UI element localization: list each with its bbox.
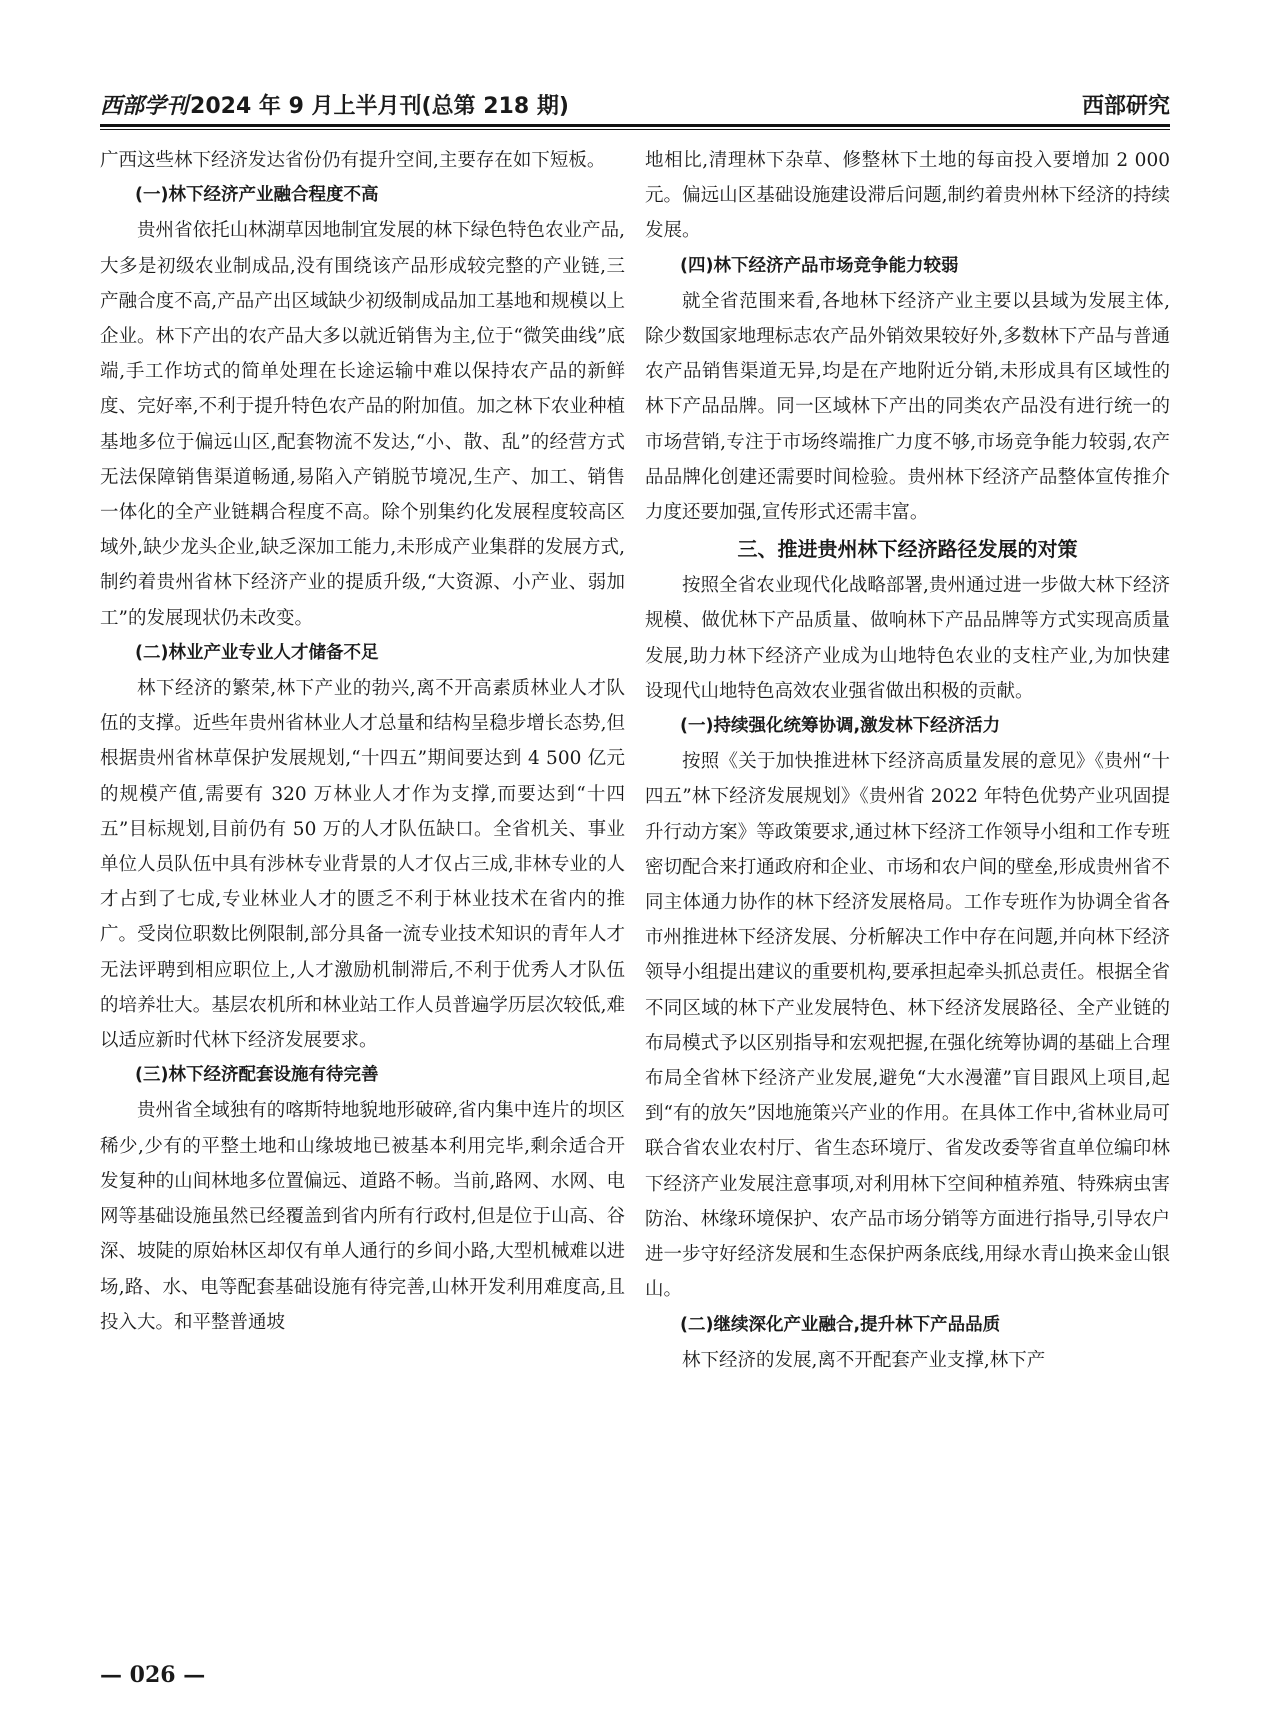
section-name: 西部研究: [1081, 94, 1170, 119]
subsection-heading: (三)林下经济配套设施有待完善: [135, 1065, 379, 1086]
subsection-heading: (一)持续强化统筹协调,激发林下经济活力: [680, 716, 1001, 737]
paragraph: 林下经济的发展,离不开配套产业支撑,林下产: [682, 1349, 1046, 1371]
paragraph: 广西这些林下经济发达省份仍有提升空间,主要存在如下短板。: [100, 150, 606, 171]
section-heading: 三、推进贵州林下经济路径发展的对策: [737, 537, 1078, 562]
journal-issue: [100, 89, 569, 120]
journal-logo: 西部学刊: [100, 93, 189, 119]
left-column: [100, 143, 625, 1340]
paragraph: 就全省范围来看,各地林下经济产业主要以县域为发展主体,除少数国家地理标志农产品外销效果较好外,多数林下产品与普通农产品销售渠道无异,均是在产地附近分销,未形成具有区域性的林下产品品牌。同一区域林下产出的同类农产品没有进行统一的市场营销,专注于市场终端推广力度不够,市场竞争能力较弱,农产品品牌化创建还需要时间检验。贵州林下经济产品整体宣传推介力度还要加强,宣传形式还需丰富。: [645, 290, 1170, 524]
header-rule-thin: [100, 129, 1170, 130]
subsection-heading: (二)林业产业专业人才储备不足: [135, 642, 379, 663]
issue-info: 2024 年 9 月上半月刊(总第 218 期): [190, 94, 569, 119]
right-column: [645, 143, 1170, 1378]
running-header: [100, 85, 1170, 123]
paragraph: 贵州省依托山林湖草因地制宜发展的林下绿色特色农业产品,大多是初级农业制成品,没有围绕该产品形成较完整的产业链,三产融合度不高,产品产出区域缺少初级制成品加工基地和规模以上企业。林下产出的农产品大多以就近销售为主,位于“微笑曲线”底端,手工作坊式的简单处理在长途运输中难以保持农产品的新鲜度、完好率,不利于提升特色农产品的附加值。加之林下农业种植基地多位于偏远山区,配套物流不发达,“小、散、乱”的经营方式无法保障销售渠道畅通,易陷入产销脱节境况,生产、加工、销售一体化的全产业链耦合程度不高。除个别集约化发展程度较高区域外,缺少龙头企业,缺乏深加工能力,未形成产业集群的发展方式,制约着贵州省林下经济产业的提质升级,“大资源、小产业、弱加工”的发展现状仍未改变。: [100, 220, 625, 629]
subsection-heading: (四)林下经济产品市场竞争能力较弱: [680, 255, 959, 276]
header-rule-thick: [100, 124, 1170, 127]
paragraph: 贵州省全域独有的喀斯特地貌地形破碎,省内集中连片的坝区稀少,少有的平整土地和山缘坡地已被基本利用完毕,剩余适合开发复种的山间林地多位置偏远、道路不畅。当前,路网、水网、电网等基础设施虽然已经覆盖到省内所有行政村,但是位于山高、谷深、坡陡的原始林区却仅有单人通行的乡间小路,大型机械难以进场,路、水、电等配套基础设施有待完善,山林开发利用难度高,且投入大。和平整普通坡: [100, 1100, 625, 1333]
paragraph: 林下经济的繁荣,林下产业的勃兴,离不开高素质林业人才队伍的支撑。近些年贵州省林业人才总量和结构呈稳步增长态势,但根据贵州省林草保护发展规划,“十四五”期间要达到 4 500 亿元的规模产值,需要有 320 万林业人才作为支撑,而要达到“十四五”目标规划,目前仍有 50 万的人才队伍缺口。全省机关、事业单位人员队伍中具有涉林专业背景的人才仅占三成,非林专业的人才占到了七成,专业林业人才的匮乏不利于林业技术在省内的推广。受岗位职数比例限制,部分具备一流专业技术知识的青年人才无法评聘到相应职位上,人才激励机制滞后,不利于优秀人才队伍的培养壮大。基层农机所和林业站工作人员普遍学历层次较低,难以适应新时代林下经济发展要求。: [100, 678, 625, 1052]
paragraph: 地相比,清理林下杂草、修整林下土地的每亩投入要增加 2 000 元。偏远山区基础设施建设滞后问题,制约着贵州林下经济的持续发展。: [645, 150, 1170, 242]
paragraph: 按照全省农业现代化战略部署,贵州通过进一步做大林下经济规模、做优林下产品质量、做响林下产品品牌等方式实现高质量发展,助力林下经济产业成为山地特色农业的支柱产业,为加快建设现代山地特色高效农业强省做出积极的贡献。: [645, 575, 1170, 702]
page-number: — 026 —: [100, 1662, 206, 1688]
subsection-heading: (一)林下经济产业融合程度不高: [135, 185, 379, 206]
paragraph: 按照《关于加快推进林下经济高质量发展的意见》《贵州“十四五”林下经济发展规划》《贵州省 2022 年特色优势产业巩固提升行动方案》等政策要求,通过林下经济工作领导小组和工作专班密切配合来打通政府和企业、市场和农户间的壁垒,形成贵州省不同主体通力协作的林下经济发展格局。工作专班作为协调全省各市州推进林下经济发展、分析解决工作中存在问题,并向林下经济领导小组提出建议的重要机构,要承担起牵头抓总责任。根据全省不同区域的林下产业发展特色、林下经济发展路径、全产业链的布局模式予以区别指导和宏观把握,在强化统筹协调的基础上合理布局全省林下经济产业发展,避免“大水漫灌”盲目跟风上项目,起到“有的放矢”因地施策兴产业的作用。在具体工作中,省林业局可联合省农业农村厅、省生态环境厅、省发改委等省直单位编印林下经济产业发展注意事项,对利用林下空间种植养殖、特殊病虫害防治、林缘环境保护、农产品市场分销等方面进行指导,引导农户进一步守好经济发展和生态保护两条底线,用绿水青山换来金山银山。: [645, 751, 1170, 1301]
subsection-heading: (二)继续深化产业融合,提升林下产品品质: [680, 1314, 1001, 1335]
